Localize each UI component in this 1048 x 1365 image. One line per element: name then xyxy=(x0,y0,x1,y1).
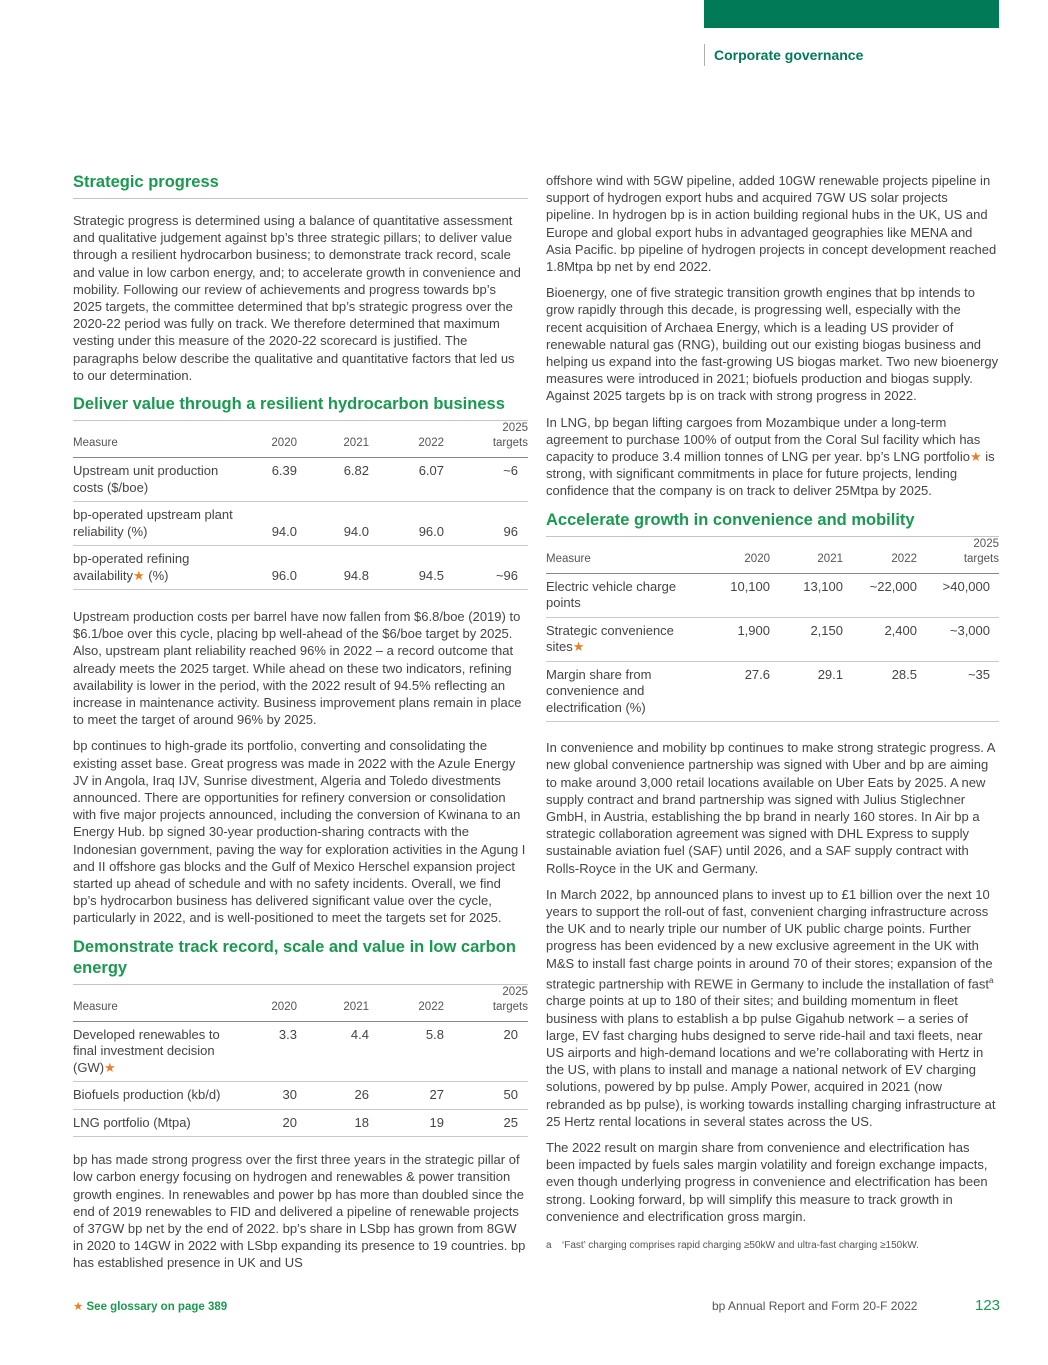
table-row: Developed renewables to final investment decision (GW)★ 3.3 4.4 5.8 20 xyxy=(73,1021,528,1082)
table-row: bp-operated refining availability★ (%) 96.0 94.8 94.5 ~96 xyxy=(73,546,528,590)
col-header-2021: 2021 xyxy=(297,421,369,458)
low-carbon-table xyxy=(73,984,528,1138)
page-number: 123 xyxy=(975,1297,1001,1314)
left-column xyxy=(73,172,528,1272)
low-carbon-heading: Demonstrate track record, scale and value in low carbon energy xyxy=(73,937,516,977)
header-accent-bar xyxy=(704,0,999,28)
glossary-star-icon: ★ xyxy=(572,639,585,655)
strategic-progress-paragraph: Strategic progress is determined using a balance of quantitative assessment and qualitative judgement against bp’s three strategic pillars; to deliver value through a resilient hydrocarbon business; to demonstrate track record, scale and value in low carbon energy, and; to accelerate growth in convenience and mobility. Following our review of achievements and progress towards bp’s 2025 targets, the committee determined that bp’s strategic progress over the 2020-22 period was fully on track. We therefore determined that maximum vesting under this measure of the 2020-22 scorecard is justified. The paragraphs below describe the qualitative and quantitative factors that led us to our determination. xyxy=(73,213,521,383)
right-paragraph-1: offshore wind with 5GW pipeline, added 10GW renewable projects pipeline in support of hydrogen export hubs and acquired 7GW US solar projects pipeline. In hydrogen bp is in action building regional hubs in the UK, US and Europe and global export hubs in advantaged geographies like MENA and Asia Pacific. bp pipeline of hydrogen projects in concept development reached 1.8Mtpa bp net by end 2022. xyxy=(546,173,997,275)
convenience-heading: Accelerate growth in convenience and mobility xyxy=(546,510,915,529)
section-label: Corporate governance xyxy=(704,44,863,66)
hydrocarbon-heading: Deliver value through a resilient hydrocarbon business xyxy=(73,395,505,414)
right-paragraph-6: The 2022 result on margin share from convenience and electrification has been impacted by fuels sales margin volatility and foreign exchange impacts, even though underlying progress in convenience and electrification has been strong. Looking forward, bp will simplify this measure to track growth in convenience and electrification gross margin. xyxy=(546,1139,988,1224)
table-row: Upstream unit production costs ($/boe) 6.39 6.82 6.07 ~6 xyxy=(73,458,528,502)
table-row: bp-operated upstream plant reliability (%) 94.0 94.0 96.0 96 xyxy=(73,502,528,546)
col-header-2025-targets: 2025 targets xyxy=(444,421,528,458)
hydrocarbon-paragraph-2: bp continues to high-grade its portfolio, converting and consolidating the existing asset base. Great progress was made in 2022 with the Azule Energy JV in Angola, Iraq IJV, Sunrise divestment, Algeria and Toledo divestments announced. There are opportunities for refinery conversion or consolidation with five major projects announced, including the conversion of Kwinana to an Energy Hub. bp signed 30-year production-sharing contracts with the Indonesian government, paving the way for exploration activities in the Agung I and II offshore gas blocks and the Gulf of Mexico Herschel expansion project started up ahead of schedule and with no safety incidents. Overall, we find bp’s hydrocarbon business has delivered significant value over the cycle, particularly in 2022, and is well-positioned to meet the targets set for 2025. xyxy=(73,738,526,926)
glossary-star-icon: ★ xyxy=(104,1059,116,1075)
glossary-star-icon: ★ xyxy=(969,449,982,465)
table-row: Electric vehicle charge points 10,100 13,100 ~22,000 >40,000 xyxy=(546,573,999,617)
footnote: a ‘Fast’ charging comprises rapid charging ≥50kW and ultra-fast charging ≥150kW. xyxy=(546,1239,919,1251)
footnote-marker: a xyxy=(988,975,994,985)
low-carbon-paragraph: bp has made strong progress over the first three years in the strategic pillar of low carbon energy focusing on hydrogen and renewables & power transition growth engines. In renewables and power bp has more than doubled since the end of 2019 renewables to FID and delivered a pipeline of renewable projects of 37GW bp net by the end of 2022. bp’s share in LSbp has grown from 8GW in 2020 to 14GW in 2022 with LSbp expanding its presence to 19 countries. bp has established presence in UK and US xyxy=(73,1152,526,1271)
table-row: Biofuels production (kb/d) 30 26 27 50 xyxy=(73,1082,528,1110)
right-column xyxy=(546,172,999,1253)
table-header-row xyxy=(73,421,528,458)
table-header-row: Measure 2020 2021 2022 2025 targets xyxy=(546,536,999,573)
col-header-measure: Measure xyxy=(73,421,245,458)
right-paragraph-2: Bioenergy, one of five strategic transition growth engines that bp intends to grow rapidly through this decade, is progressing well, especially with the recent acquisition of Archaea Energy, which is a leading US provider of renewable natural gas (RNG), building out our existing biogas business and helping us expand into the fast-growing US biogas market. Two new bioenergy measures were introduced in 2021; biofuels production and biogas supply. Against 2025 targets bp is on track with strong progress in 2022. xyxy=(546,285,999,404)
strategic-progress-heading: Strategic progress xyxy=(73,172,528,199)
hydrocarbon-paragraph-1: Upstream production costs per barrel have now fallen from $6.8/boe (2019) to $6.1/boe over this cycle, placing bp well-ahead of the $6/boe target by 2025. Also, upstream plant reliability reached 96% in 2022 – a record outcome that already meets the 2025 target. While ahead on these two indicators, refining availability is lower in the period, with the 2022 result of 94.5% reflecting an increase in maintenance activity. Business improvement plans remain in place to meet the target of around 96% by 2025. xyxy=(73,609,522,728)
glossary-link[interactable]: ★ See glossary on page 389 xyxy=(73,1301,228,1313)
right-paragraph-4: In convenience and mobility bp continues to make strong strategic progress. A new global convenience partnership was signed with Uber and bp are aiming to make around 3,000 retail locations available on Uber Eats by 2025. A new supply contract and brand partnership was signed with Julius Stiglechner GmbH, in Austria, establishing the bp brand in nearly 160 stores. In Air bp a strategic collaboration agreement was signed with DHL Express to supply sustainable aviation fuel (SAF) until 2026, and a SAF supply contract with Rolls-Royce in the UK and Germany. xyxy=(546,740,995,876)
col-header-2020: 2020 xyxy=(245,421,297,458)
right-paragraph-3: In LNG, bp began lifting cargoes from Mozambique under a long-term agreement to purchase 100% of output from the Coral Sul facility which has capacity to produce 3.4 million tonnes of LNG per year. bp’s LNG portfolio★ is strong, with significant commitments in place for future projects, lending confidence that the company is on track to deliver 25Mtpa by 2025. xyxy=(546,414,995,499)
right-paragraph-5: In March 2022, bp announced plans to invest up to £1 billion over the next 10 years to support the roll-out of fast, convenient charging infrastructure across the UK and to nearly triple our number of UK public charge points. Further progress has been evidenced by a new exclusive agreement in the UK with M&S to install fast charge points in around 70 of their stores; expansion of the strategic partnership with REWE in Germany to include the installation of fast$^a$ charge points at up to 180 of their sites; and building momentum in fleet business with plans to establish a bp pulse Gigahub network – a series of large, EV fast charging hubs designed to serve ride-hail and taxi fleets, near US airports and high-demand locations and we’re collaborating with Hertz in the US, with plans to install and manage a national network of EV charging solutions, powered by bp pulse. Amply Power, acquired in 2021 (now rebranded as bp pulse), is working towards installing charging infrastructure at 25 Hertz rental locations in several states across the US. xyxy=(546,886,996,1129)
glossary-star-icon: ★ xyxy=(73,1301,84,1313)
table-row: Strategic convenience sites★ 1,900 2,150 2,400 ~3,000 xyxy=(546,617,999,661)
table-header-row: Measure 2020 2021 2022 2025 targets xyxy=(73,984,528,1021)
col-header-2022: 2022 xyxy=(369,421,444,458)
report-title: bp Annual Report and Form 20-F 2022 xyxy=(712,1299,918,1313)
glossary-star-icon: ★ xyxy=(132,567,145,583)
table-row: LNG portfolio (Mtpa) 20 18 19 25 xyxy=(73,1109,528,1137)
table-row: Margin share from convenience and electrification (%) 27.6 29.1 28.5 ~35 xyxy=(546,661,999,722)
hydrocarbon-table xyxy=(73,420,528,590)
convenience-table xyxy=(546,536,999,723)
